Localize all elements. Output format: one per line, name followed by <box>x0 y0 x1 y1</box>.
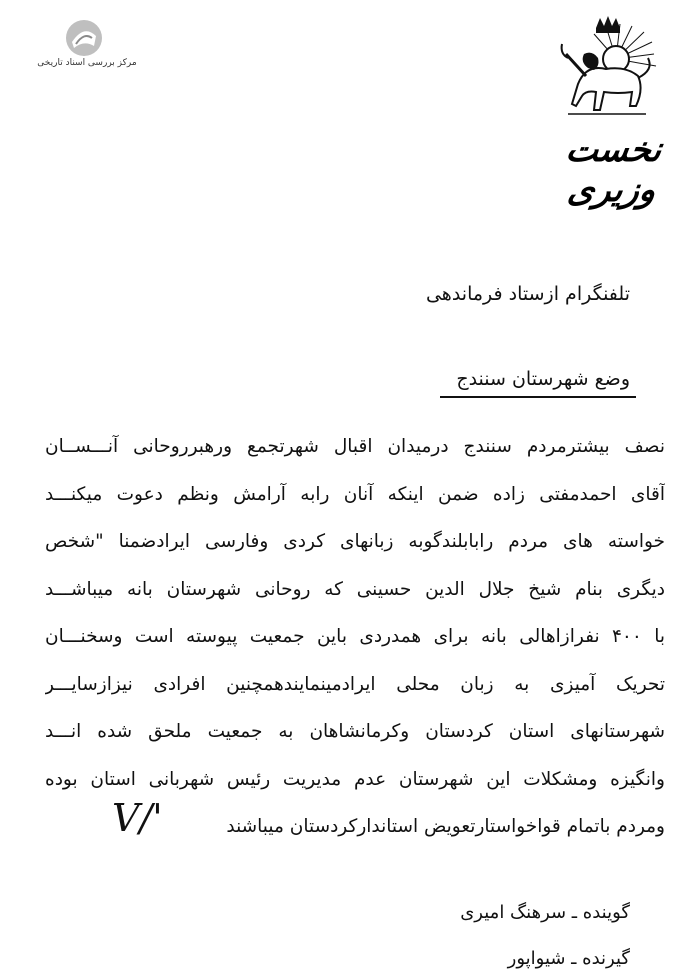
body-line: دیگری بنام شیخ جلال الدین حسینی که روحانی شهرستان بانه میباشـــد <box>45 578 665 600</box>
subject-line: وضع شهرستان سنندج <box>456 368 630 390</box>
body-line: شهرستانهای استان کردستان وکرمانشاهان به جمعیت ملحق شده انـــد <box>45 721 665 742</box>
body-line: با ۴۰۰ نفرازاهالی بانه برای همدردی باین جمعیت پیوسته است وسخنـــان <box>45 626 665 647</box>
body-line: تحریک آمیزی به زبان محلی ایرادمینمایندهمچنین افرادی نیزازسایـــر <box>45 673 665 695</box>
telegram-heading: تلفنگرام ازستاد فرماندهی <box>425 283 630 305</box>
watermark-text: مرکز بررسی اسناد تاریخی <box>37 58 137 68</box>
letterhead-title: نخست وزیری <box>563 130 665 210</box>
body-line: آقای احمدمفتی زاده ضمن اینکه آنان رابه آرامش ونظم دعوت میکنـــد <box>45 483 665 505</box>
archive-watermark <box>22 18 142 78</box>
archive-center-logo-icon <box>64 18 104 58</box>
speaker-line: گوینده ـ سرهنگ امیری <box>460 902 630 923</box>
body-line: خواسته های مردم رابابلندگوبه زبانهای کردی وفارسی ایرادضمنا "شخص <box>45 531 665 552</box>
body-line: وانگیزه ومشکلات این شهرستان عدم مدیریت رئیس شهربانی استان بوده <box>45 768 665 790</box>
handwritten-mark: V/' <box>112 796 163 840</box>
receiver-line: گیرنده ـ شیواپور <box>507 948 630 969</box>
body-line: ومردم باتمام قواخواستارتعویض استاندارکردستان میباشند <box>226 816 665 837</box>
lion-and-sun-emblem-icon <box>556 14 661 124</box>
subject-underline <box>440 396 636 398</box>
body-line: نصف بیشترمردم سنندج درمیدان اقبال شهرتجمع ورهبرروحانی آنـــســان <box>45 436 665 457</box>
